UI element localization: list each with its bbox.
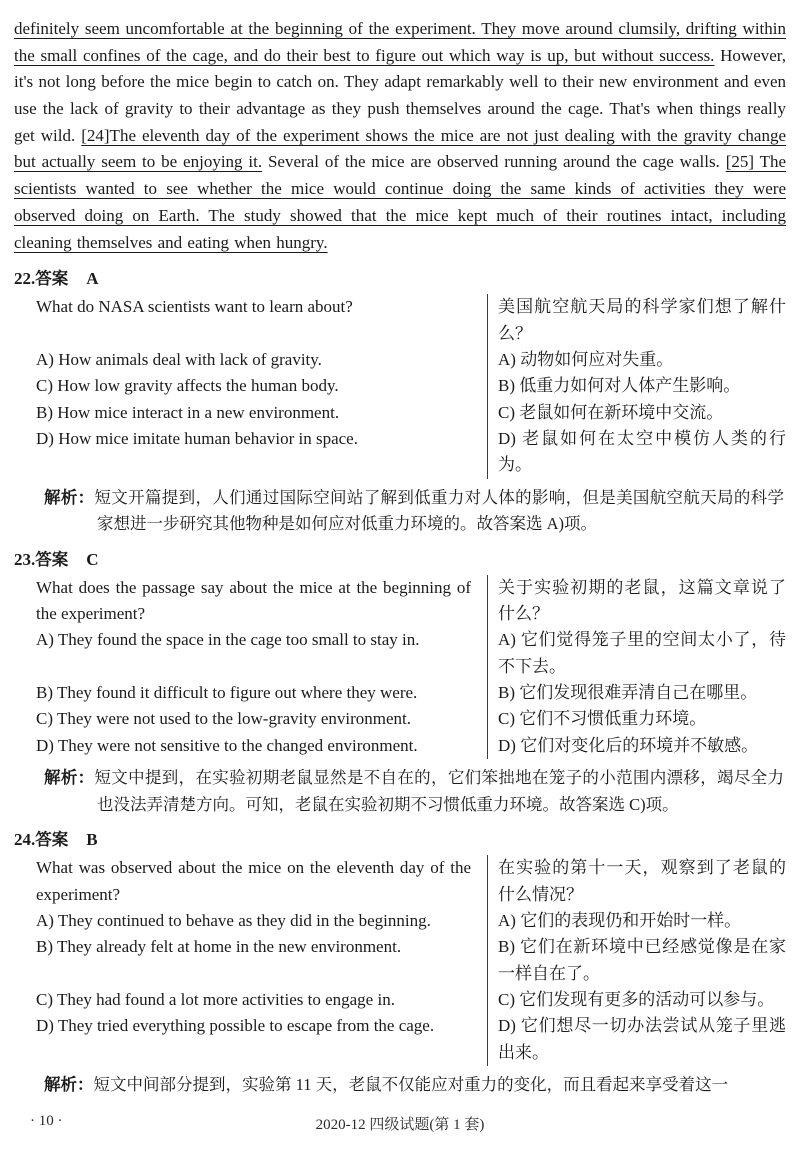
question-table-24 bbox=[36, 855, 786, 1066]
option-row bbox=[36, 627, 786, 680]
option-row bbox=[36, 426, 786, 479]
analysis-23 bbox=[44, 765, 784, 817]
footer-title: 2020-12 四级试题(第 1 套) bbox=[315, 1117, 485, 1133]
question-zh: 美国航空航天局的科学家们想了解什么？ bbox=[487, 294, 786, 347]
analysis-24 bbox=[44, 1072, 784, 1099]
question-en: What do NASA scientists want to learn about? bbox=[36, 297, 353, 317]
question-zh: 关于实验初期的老鼠，这篇文章说了什么？ bbox=[487, 575, 786, 628]
analysis-label: 解析： bbox=[44, 488, 95, 507]
option-row bbox=[36, 987, 786, 1013]
option-zh: C) 它们发现有更多的活动可以参与。 bbox=[487, 987, 786, 1013]
question-table-22 bbox=[36, 294, 786, 478]
question-number: 23. bbox=[14, 549, 36, 569]
option-row bbox=[36, 733, 786, 759]
option-zh: C) 它们不习惯低重力环境。 bbox=[487, 706, 786, 732]
option-en: C) They were not used to the low-gravity environment. bbox=[36, 709, 412, 729]
option-row bbox=[36, 908, 786, 934]
option-zh: B) 它们在新环境中已经感觉像是在家一样自在了。 bbox=[487, 934, 786, 987]
option-row bbox=[36, 1013, 786, 1066]
passage-segment: Several of the mice are observed running around the cage walls. bbox=[262, 152, 726, 172]
option-row bbox=[36, 706, 786, 732]
answer-label: 答案 bbox=[35, 270, 69, 289]
question-en: What was observed about the mice on the eleventh day of the experiment? bbox=[36, 858, 471, 904]
option-en: A) They found the space in the cage too small to stay in. bbox=[36, 630, 420, 650]
answer-label: 答案 bbox=[35, 831, 69, 850]
answer-head-22 bbox=[14, 265, 786, 289]
option-zh: B) 它们发现很难弄清自己在哪里。 bbox=[487, 680, 786, 706]
option-en: A) How animals deal with lack of gravity. bbox=[36, 349, 322, 369]
analysis-label: 解析： bbox=[44, 769, 95, 788]
analysis-22 bbox=[44, 485, 784, 537]
answer-block-23 bbox=[14, 546, 786, 818]
option-row bbox=[36, 347, 786, 373]
option-row bbox=[36, 373, 786, 399]
question-en: What does the passage say about the mice at the beginning of the experiment? bbox=[36, 577, 471, 624]
question-number: 24. bbox=[14, 830, 36, 850]
option-en: C) How low gravity affects the human body. bbox=[36, 376, 339, 396]
question-zh: 在实验的第十一天，观察到了老鼠的什么情况？ bbox=[487, 855, 786, 908]
answer-block-22 bbox=[14, 265, 786, 537]
passage-underlined-segment: definitely seem uncomfortable at the beginning of the experiment. They move around clumsily, drifting within the small confines of the cage, and do their best to figure out which way is up, but without success. bbox=[14, 19, 786, 65]
option-zh: D) 老鼠如何在太空中模仿人类的行为。 bbox=[487, 426, 786, 479]
analysis-text: 短文开篇提到，人们通过国际空间站了解到低重力对人体的影响，但是美国航空航天局的科学家想进一步研究其他物种是如何应对低重力环境的。故答案选 A)项。 bbox=[94, 487, 785, 534]
option-zh: A) 它们觉得笼子里的空间太小了，待不下去。 bbox=[487, 627, 786, 680]
option-en: A) They continued to behave as they did in the beginning. bbox=[36, 910, 431, 930]
option-en: B) How mice interact in a new environment. bbox=[36, 402, 340, 422]
question-number: 22. bbox=[14, 269, 36, 289]
passage-underlined-segment-24: [24]The eleventh day of the experiment shows the mice are not just dealing with the gravity change but actually seem to be enjoying it. bbox=[14, 125, 786, 172]
option-zh: D) 它们想尽一切办法尝试从笼子里逃出来。 bbox=[487, 1013, 786, 1066]
option-row bbox=[36, 680, 786, 706]
option-en: B) They already felt at home in the new environment. bbox=[36, 937, 402, 957]
analysis-text: 短文中提到，在实验初期老鼠显然是不自在的，它们笨拙地在笼子的小范围内漂移，竭尽全力也没法弄清楚方向。可知，老鼠在实验初期不习惯低重力环境。故答案选 C)项。 bbox=[94, 768, 785, 814]
option-row bbox=[36, 934, 786, 987]
answer-letter: C bbox=[86, 549, 99, 569]
option-zh: A) 它们的表现仍和开始时一样。 bbox=[487, 908, 786, 934]
question-table-23 bbox=[36, 575, 786, 759]
option-zh: A) 动物如何应对失重。 bbox=[487, 347, 786, 373]
analysis-label: 解析： bbox=[44, 1076, 94, 1094]
option-zh: B) 低重力如何对人体产生影响。 bbox=[487, 373, 786, 399]
question-row bbox=[36, 294, 786, 347]
page-footer bbox=[0, 1113, 800, 1134]
passage-underlined-segment-25: [25] The scientists wanted to see whether the mice would continue doing the same kinds of activities they were observed doing on Earth. The study showed that the mice kept much of their routines intact, including cleaning themselves and eating when hungry. bbox=[14, 152, 786, 252]
question-row bbox=[36, 855, 786, 908]
option-row bbox=[36, 400, 786, 426]
option-en: B) They found it difficult to figure out where they were. bbox=[36, 683, 418, 703]
answer-letter: A bbox=[86, 269, 99, 289]
page-number: · 10 · bbox=[30, 1113, 63, 1129]
passage-segment: However, it's not long before the mice begin to catch on. They adapt remarkably well to their new environment and even use the lack of gravity to their advantage as they push themselves around the cage. That's when things really get wild. bbox=[14, 45, 786, 145]
answer-label: 答案 bbox=[35, 550, 69, 569]
answer-letter: B bbox=[86, 830, 98, 850]
option-en: D) They were not sensitive to the changed environment. bbox=[36, 735, 418, 755]
option-zh: D) 它们对变化后的环境并不敏感。 bbox=[487, 733, 786, 759]
reading-passage bbox=[14, 16, 786, 256]
analysis-text: 短文中间部分提到，实验第 11 天，老鼠不仅能应对重力的变化，而且看起来享受着这一 bbox=[93, 1075, 729, 1094]
answer-head-24 bbox=[14, 826, 786, 850]
answer-block-24 bbox=[14, 826, 786, 1098]
option-zh: C) 老鼠如何在新环境中交流。 bbox=[487, 400, 786, 426]
option-en: D) How mice imitate human behavior in space. bbox=[36, 428, 358, 448]
question-row bbox=[36, 575, 786, 628]
option-en: C) They had found a lot more activities to engage in. bbox=[36, 989, 395, 1009]
option-en: D) They tried everything possible to escape from the cage. bbox=[36, 1016, 435, 1036]
answer-head-23 bbox=[14, 546, 786, 570]
